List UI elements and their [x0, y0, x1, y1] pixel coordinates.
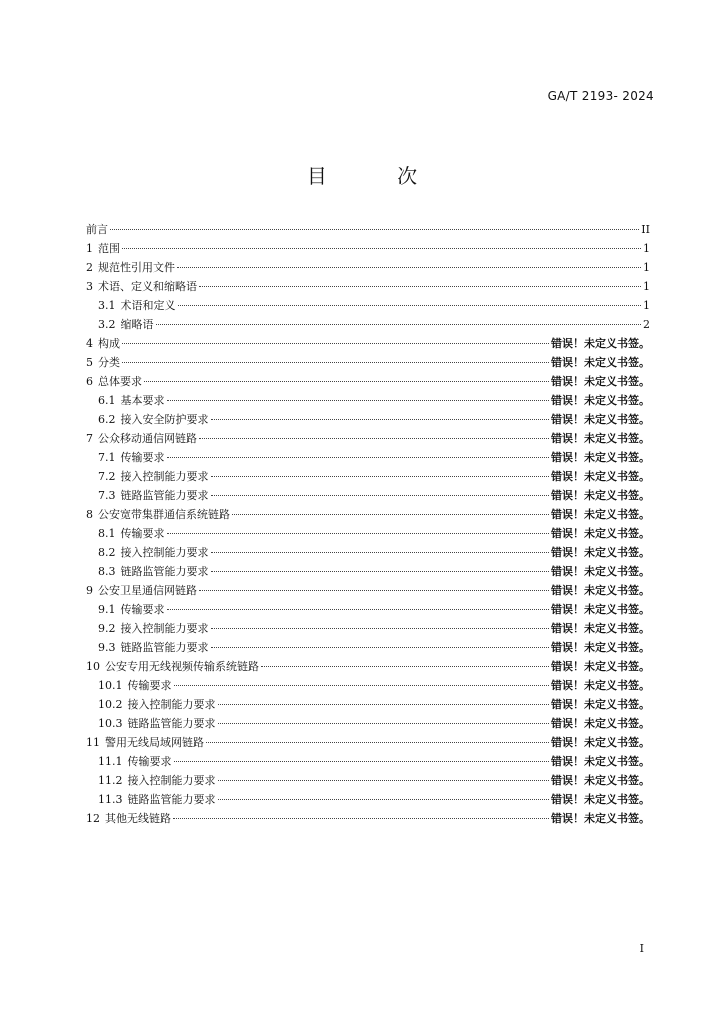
- toc-dot-leader: [144, 381, 549, 382]
- toc-dot-leader: [167, 457, 550, 458]
- toc-dot-leader: [173, 818, 549, 819]
- toc-entry-number: 7.3: [98, 489, 116, 502]
- toc-entry[interactable]: [86, 429, 650, 448]
- toc-entry-number: 3: [86, 280, 93, 293]
- toc-entry-page: 1: [643, 261, 650, 274]
- toc-entry-title: 传输要求: [120, 603, 165, 616]
- toc-entry[interactable]: [86, 391, 650, 410]
- toc-entry[interactable]: [86, 733, 650, 752]
- toc-entry-number: 8.1: [98, 527, 116, 540]
- toc-entry[interactable]: [86, 315, 650, 334]
- toc-entry-bookmark-error: 错误！未定义书签。: [551, 413, 650, 426]
- toc-entry-number: 8: [86, 508, 93, 521]
- toc-dot-leader: [218, 799, 550, 800]
- toc-entry-page: 1: [643, 280, 650, 293]
- toc-entry-number: 10.2: [98, 698, 123, 711]
- toc-entry[interactable]: [86, 695, 650, 714]
- toc-dot-leader: [174, 761, 550, 762]
- toc-entry-bookmark-error: 错误！未定义书签。: [551, 375, 650, 388]
- toc-entry-bookmark-error: 错误！未定义书签。: [551, 432, 650, 445]
- toc-entry-bookmark-error: 错误！未定义书签。: [551, 470, 650, 483]
- toc-entry-bookmark-error: 错误！未定义书签。: [551, 698, 650, 711]
- toc-entry-page: II: [641, 223, 650, 236]
- toc-dot-leader: [232, 514, 549, 515]
- toc-entry[interactable]: [86, 524, 650, 543]
- toc-entry[interactable]: [86, 334, 650, 353]
- toc-entry-number: 9.3: [98, 641, 116, 654]
- table-of-contents: [86, 220, 650, 828]
- toc-entry-bookmark-error: 错误！未定义书签。: [551, 451, 650, 464]
- toc-entry-number: 1: [86, 242, 93, 255]
- toc-entry[interactable]: [86, 771, 650, 790]
- toc-entry-number: 2: [86, 261, 93, 274]
- toc-entry-title: 公众移动通信网链路: [98, 432, 197, 445]
- toc-entry-title: 基本要求: [120, 394, 165, 407]
- toc-dot-leader: [211, 495, 550, 496]
- toc-entry[interactable]: [86, 258, 650, 277]
- toc-entry-number: 9.2: [98, 622, 116, 635]
- toc-entry-title: 分类: [98, 356, 120, 369]
- toc-entry-title: 链路监管能力要求: [120, 489, 209, 502]
- toc-entry-bookmark-error: 错误！未定义书签。: [551, 565, 650, 578]
- toc-dot-leader: [218, 704, 550, 705]
- toc-entry-number: 11.2: [98, 774, 123, 787]
- toc-entry-number: 6.1: [98, 394, 116, 407]
- toc-entry-title: 术语、定义和缩略语: [98, 280, 197, 293]
- toc-entry-title: 公安专用无线视频传输系统链路: [105, 660, 259, 673]
- toc-entry-title: 链路监管能力要求: [127, 717, 216, 730]
- toc-dot-leader: [211, 476, 550, 477]
- toc-dot-leader: [211, 647, 550, 648]
- toc-entry[interactable]: [86, 790, 650, 809]
- toc-entry-title: 链路监管能力要求: [120, 641, 209, 654]
- toc-entry-bookmark-error: 错误！未定义书签。: [551, 622, 650, 635]
- toc-entry-bookmark-error: 错误！未定义书签。: [551, 527, 650, 540]
- toc-entry[interactable]: [86, 296, 650, 315]
- toc-entry-title: 公安卫星通信网链路: [98, 584, 197, 597]
- toc-entry[interactable]: [86, 752, 650, 771]
- toc-entry[interactable]: [86, 277, 650, 296]
- document-code: GA/T 2193- 2024: [547, 89, 654, 103]
- toc-entry-bookmark-error: 错误！未定义书签。: [551, 736, 650, 749]
- toc-entry-title: 传输要求: [127, 755, 172, 768]
- toc-dot-leader: [211, 419, 550, 420]
- toc-entry-title: 规范性引用文件: [98, 261, 175, 274]
- toc-entry-bookmark-error: 错误！未定义书签。: [551, 812, 650, 825]
- toc-entry[interactable]: [86, 239, 650, 258]
- toc-entry-number: 12: [86, 812, 100, 825]
- toc-entry-number: 5: [86, 356, 93, 369]
- toc-entry-bookmark-error: 错误！未定义书签。: [551, 641, 650, 654]
- toc-entry[interactable]: [86, 809, 650, 828]
- toc-entry-title: 缩略语: [120, 318, 154, 331]
- toc-dot-leader: [199, 286, 641, 287]
- toc-entry-bookmark-error: 错误！未定义书签。: [551, 603, 650, 616]
- toc-entry[interactable]: [86, 353, 650, 372]
- toc-dot-leader: [218, 780, 550, 781]
- toc-entry[interactable]: [86, 714, 650, 733]
- toc-entry[interactable]: [86, 676, 650, 695]
- toc-entry[interactable]: [86, 448, 650, 467]
- toc-entry-number: 4: [86, 337, 93, 350]
- toc-entry[interactable]: [86, 505, 650, 524]
- toc-entry-title: 公安宽带集群通信系统链路: [98, 508, 230, 521]
- toc-entry-bookmark-error: 错误！未定义书签。: [551, 584, 650, 597]
- toc-entry-page: 2: [643, 318, 650, 331]
- toc-entry-bookmark-error: 错误！未定义书签。: [551, 394, 650, 407]
- toc-entry-number: 3.1: [98, 299, 116, 312]
- toc-entry-number: 9.1: [98, 603, 116, 616]
- toc-entry-title: 接入控制能力要求: [120, 546, 209, 559]
- toc-entry-title: 接入控制能力要求: [120, 470, 209, 483]
- toc-dot-leader: [211, 571, 550, 572]
- toc-entry-title: 接入控制能力要求: [120, 622, 209, 635]
- toc-entry-bookmark-error: 错误！未定义书签。: [551, 660, 650, 673]
- toc-entry[interactable]: [86, 467, 650, 486]
- toc-dot-leader: [167, 533, 550, 534]
- toc-dot-leader: [167, 400, 550, 401]
- toc-entry-title: 链路监管能力要求: [127, 793, 216, 806]
- toc-entry[interactable]: [86, 410, 650, 429]
- toc-entry-page: 1: [643, 242, 650, 255]
- toc-entry[interactable]: [86, 220, 650, 239]
- toc-dot-leader: [211, 628, 550, 629]
- toc-entry-number: 10: [86, 660, 100, 673]
- toc-dot-leader: [206, 742, 549, 743]
- toc-entry-number: 10.3: [98, 717, 123, 730]
- toc-entry-number: 6.2: [98, 413, 116, 426]
- toc-entry-bookmark-error: 错误！未定义书签。: [551, 774, 650, 787]
- toc-entry[interactable]: [86, 619, 650, 638]
- toc-entry-title: 接入控制能力要求: [127, 774, 216, 787]
- toc-entry-bookmark-error: 错误！未定义书签。: [551, 508, 650, 521]
- toc-entry-number: 11.1: [98, 755, 123, 768]
- toc-entry-bookmark-error: 错误！未定义书签。: [551, 755, 650, 768]
- toc-dot-leader: [199, 438, 549, 439]
- toc-entry-title: 警用无线局域网链路: [105, 736, 204, 749]
- toc-entry[interactable]: [86, 372, 650, 391]
- toc-entry-number: 9: [86, 584, 93, 597]
- toc-dot-leader: [178, 305, 642, 306]
- toc-entry-number: 11.3: [98, 793, 123, 806]
- toc-dot-leader: [218, 723, 550, 724]
- footer-page-number: I: [639, 942, 644, 955]
- toc-entry-page: 1: [643, 299, 650, 312]
- toc-entry-title: 接入控制能力要求: [127, 698, 216, 711]
- toc-entry[interactable]: [86, 486, 650, 505]
- toc-entry-bookmark-error: 错误！未定义书签。: [551, 717, 650, 730]
- toc-entry-number: 7.2: [98, 470, 116, 483]
- toc-entry[interactable]: [86, 638, 650, 657]
- toc-dot-leader: [167, 609, 550, 610]
- toc-entry[interactable]: [86, 600, 650, 619]
- toc-entry-bookmark-error: 错误！未定义书签。: [551, 489, 650, 502]
- toc-entry-title: 术语和定义: [120, 299, 176, 312]
- toc-entry-number: 3.2: [98, 318, 116, 331]
- toc-entry-bookmark-error: 错误！未定义书签。: [551, 793, 650, 806]
- toc-entry-bookmark-error: 错误！未定义书签。: [551, 546, 650, 559]
- toc-dot-leader: [122, 248, 641, 249]
- toc-entry-number: 10.1: [98, 679, 123, 692]
- toc-entry-number: 8.2: [98, 546, 116, 559]
- toc-entry-number: 8.3: [98, 565, 116, 578]
- toc-entry-title: 传输要求: [120, 451, 165, 464]
- toc-dot-leader: [156, 324, 642, 325]
- toc-entry[interactable]: [86, 562, 650, 581]
- toc-entry[interactable]: [86, 543, 650, 562]
- toc-entry[interactable]: [86, 657, 650, 676]
- toc-dot-leader: [122, 343, 549, 344]
- toc-entry-bookmark-error: 错误！未定义书签。: [551, 356, 650, 369]
- toc-entry[interactable]: [86, 581, 650, 600]
- toc-entry-title: 构成: [98, 337, 120, 350]
- toc-entry-number: 7: [86, 432, 93, 445]
- toc-entry-title: 接入安全防护要求: [120, 413, 209, 426]
- toc-entry-title: 传输要求: [127, 679, 172, 692]
- toc-entry-title: 前言: [86, 223, 108, 236]
- toc-dot-leader: [174, 685, 550, 686]
- page-title: 目 次: [306, 164, 450, 188]
- toc-dot-leader: [199, 590, 549, 591]
- toc-entry-number: 6: [86, 375, 93, 388]
- toc-entry-title: 链路监管能力要求: [120, 565, 209, 578]
- toc-dot-leader: [177, 267, 641, 268]
- toc-dot-leader: [122, 362, 549, 363]
- toc-dot-leader: [110, 229, 639, 230]
- toc-dot-leader: [261, 666, 549, 667]
- toc-entry-bookmark-error: 错误！未定义书签。: [551, 337, 650, 350]
- toc-entry-bookmark-error: 错误！未定义书签。: [551, 679, 650, 692]
- toc-entry-number: 7.1: [98, 451, 116, 464]
- toc-entry-title: 其他无线链路: [105, 812, 171, 825]
- toc-entry-title: 范围: [98, 242, 120, 255]
- toc-entry-number: 11: [86, 736, 100, 749]
- toc-entry-title: 传输要求: [120, 527, 165, 540]
- toc-dot-leader: [211, 552, 550, 553]
- toc-entry-title: 总体要求: [98, 375, 142, 388]
